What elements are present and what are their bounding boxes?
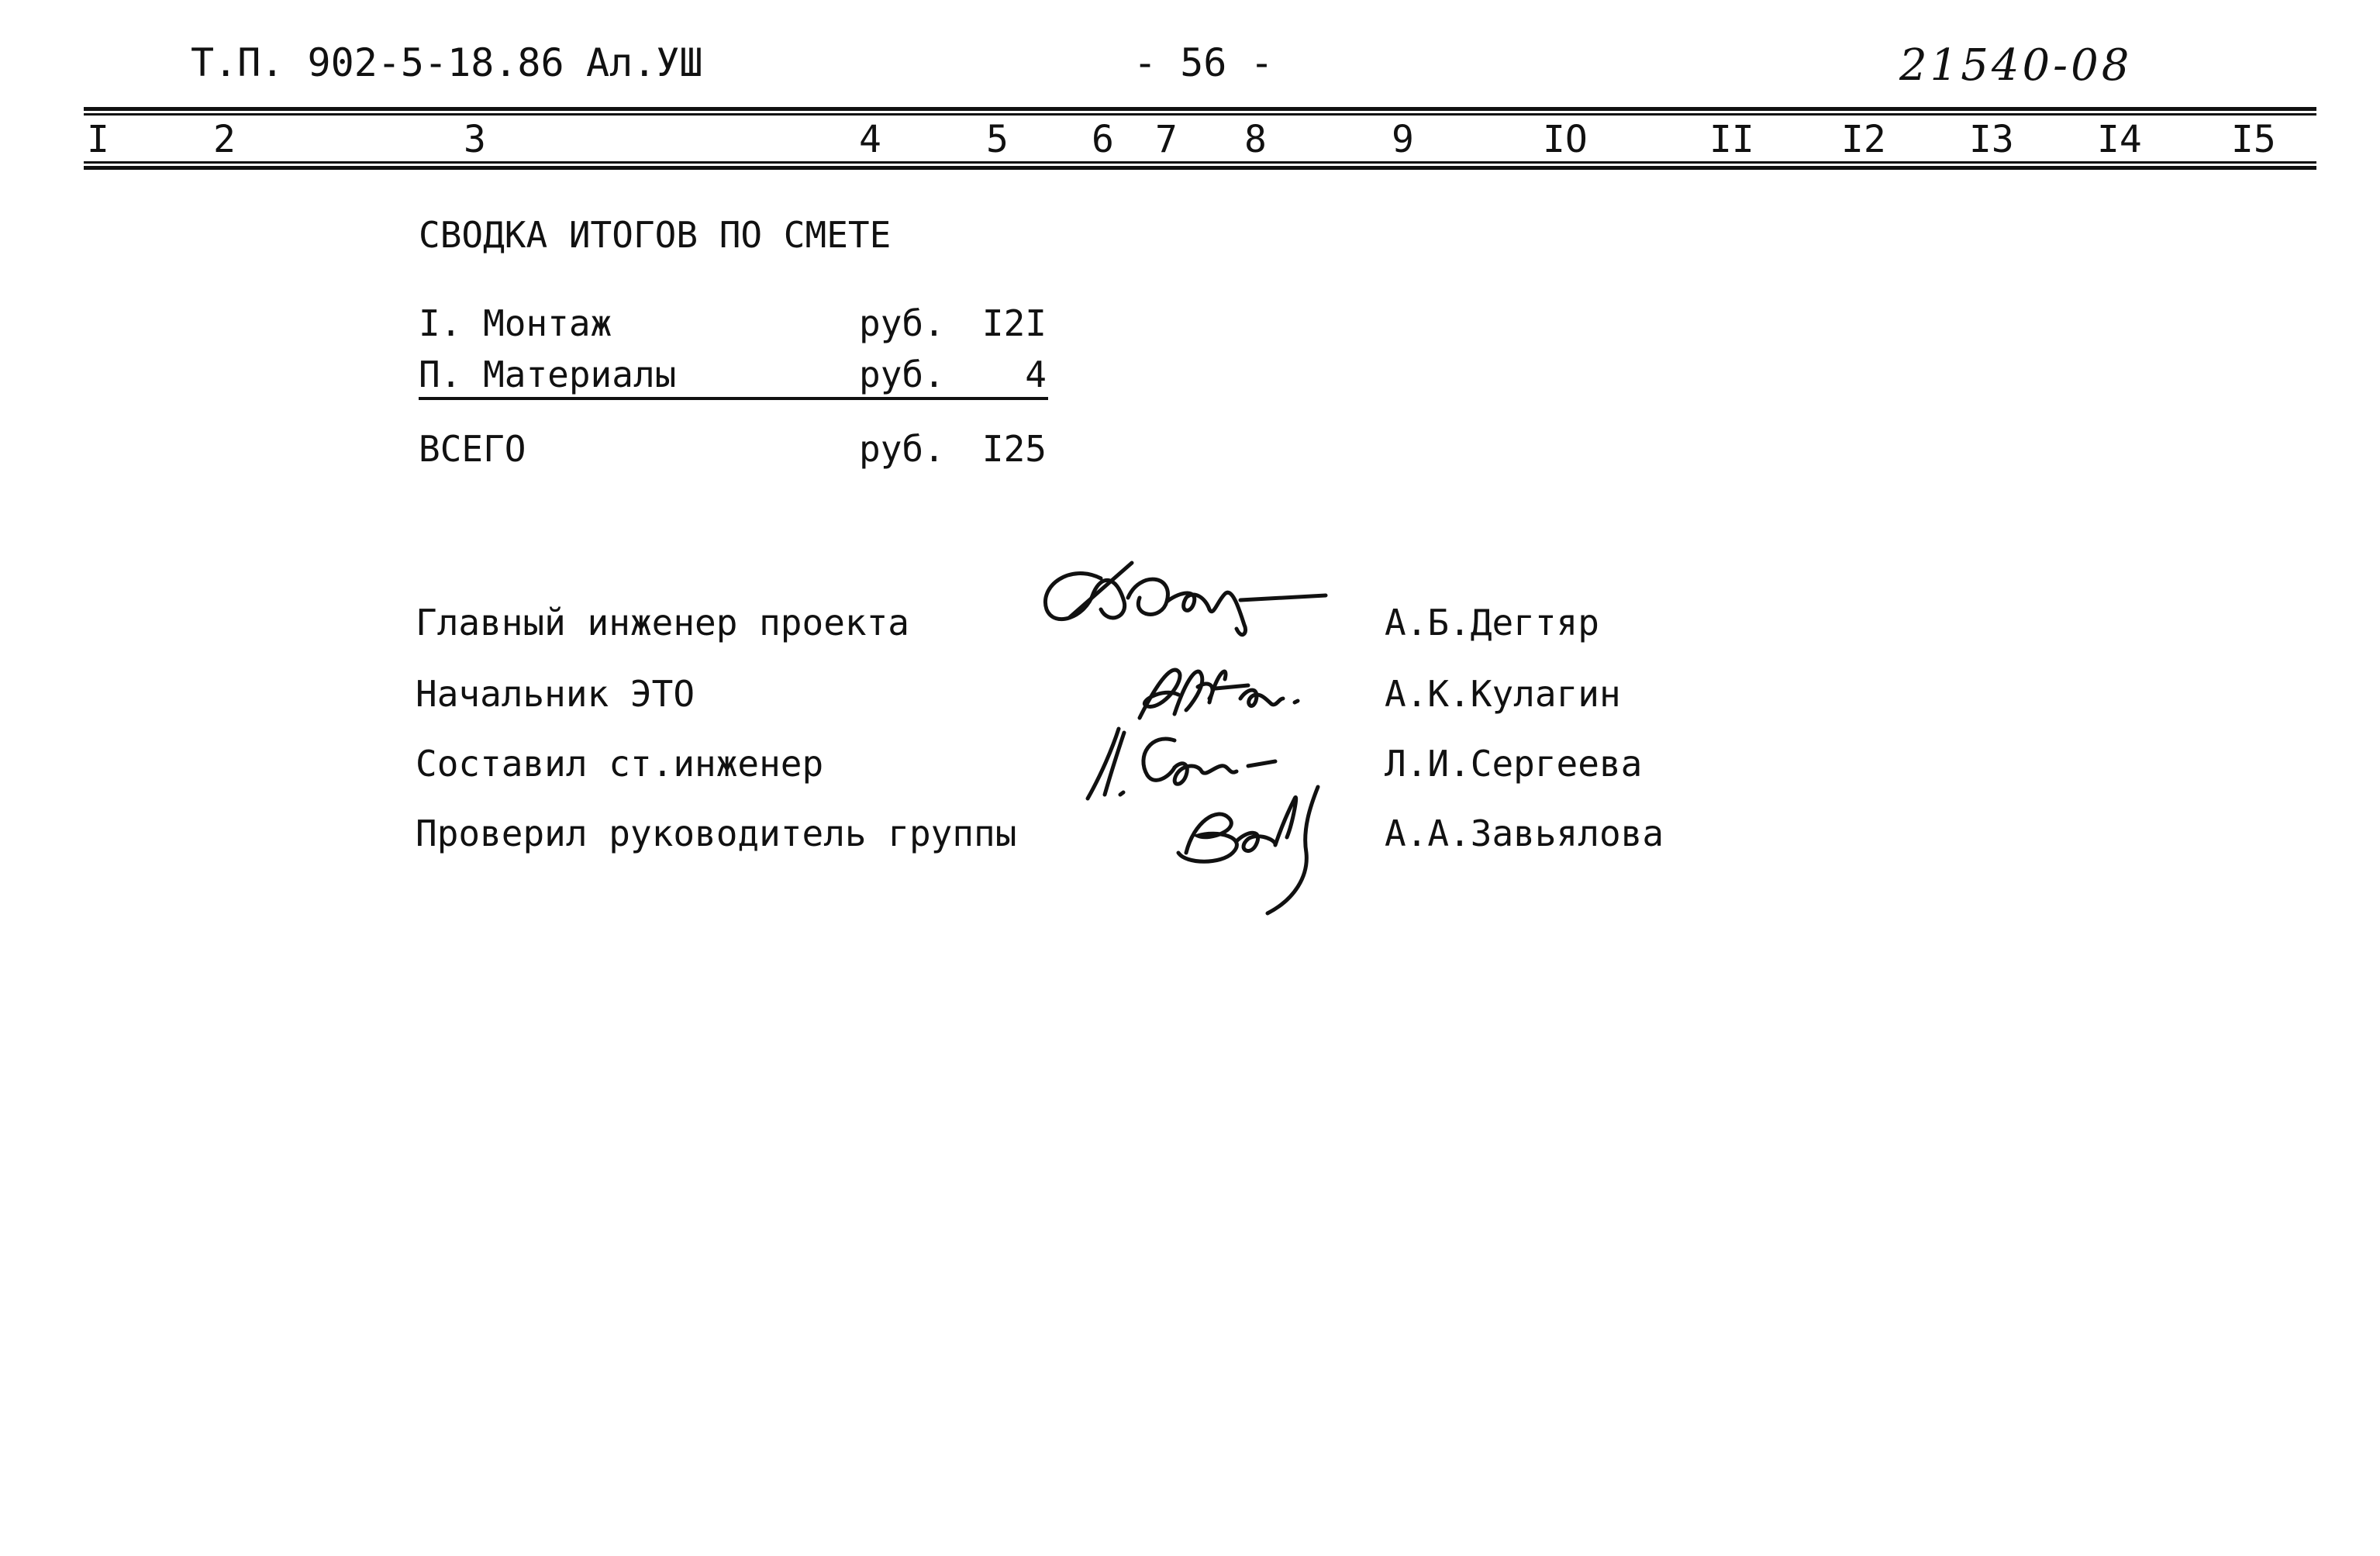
signature-name: А.Б.Дегтяр: [1385, 602, 1599, 643]
page-number: - 56 -: [1133, 40, 1274, 85]
summary-row-value: I2I: [981, 302, 1047, 344]
bottom-double-rule-1: [84, 161, 2316, 164]
column-number: I5: [2231, 118, 2276, 161]
signature-role: Начальник ЭТО: [416, 673, 695, 715]
signature-role: Главный инженер проекта: [416, 602, 909, 643]
summary-row-value: 4: [1025, 354, 1047, 395]
top-double-rule-2: [84, 113, 2316, 116]
column-number: 3: [464, 118, 486, 161]
doc-code: Т.П. 902-5-18.86: [191, 40, 564, 85]
summary-row-label: I. Монтаж: [419, 302, 612, 344]
summary-total-unit: руб.: [859, 428, 945, 470]
column-number: I: [87, 118, 109, 161]
column-number: 9: [1392, 118, 1414, 161]
column-number: 8: [1244, 118, 1267, 161]
signature-chief-engineer-icon: [1039, 555, 1333, 640]
column-number: IO: [1543, 118, 1588, 161]
signature-name: А.А.Завьялова: [1385, 813, 1664, 854]
column-number: 7: [1155, 118, 1178, 161]
bottom-double-rule-2: [84, 166, 2316, 170]
column-number: II: [1709, 118, 1754, 161]
column-number: I3: [1969, 118, 2014, 161]
summary-total-label: ВСЕГО: [419, 428, 526, 470]
signature-role: Составил ст.инженер: [416, 743, 824, 785]
summary-total-value: I25: [981, 428, 1047, 470]
album-number: Ал.УШ: [586, 40, 703, 85]
column-number: 6: [1092, 118, 1114, 161]
signature-reviewer-icon: [1163, 775, 1349, 915]
summary-total-rule: [419, 397, 1048, 400]
summary-title: СВОДКА ИТОГОВ ПО СМЕТЕ: [419, 214, 892, 256]
column-number: 5: [986, 118, 1009, 161]
top-double-rule-1: [84, 107, 2316, 111]
summary-row-unit: руб.: [859, 354, 945, 395]
signature-department-head-icon: [1132, 656, 1302, 726]
signature-role: Проверил руководитель группы: [416, 813, 1017, 854]
signature-name: Л.И.Сергеева: [1385, 743, 1643, 785]
summary-row-unit: руб.: [859, 302, 945, 344]
column-number: I4: [2097, 118, 2142, 161]
summary-row-label: П. Материалы: [419, 354, 677, 395]
column-number: I2: [1841, 118, 1886, 161]
inventory-number: 21540-08: [1899, 40, 2133, 91]
column-number: 2: [213, 118, 236, 161]
signature-name: А.К.Кулагин: [1385, 673, 1621, 715]
column-number: 4: [859, 118, 881, 161]
